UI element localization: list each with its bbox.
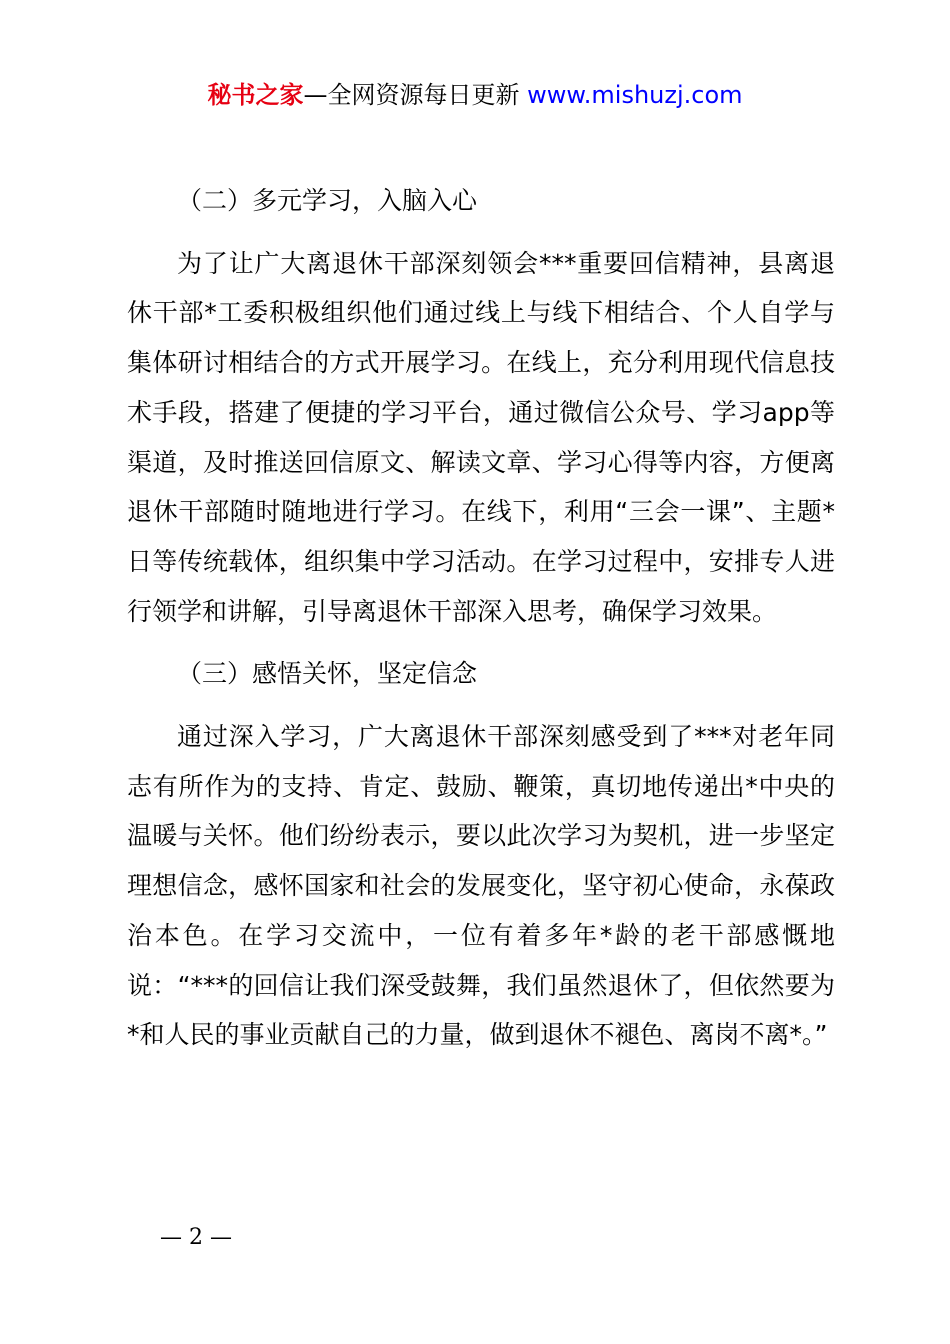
site-brand: 秘书之家 [207, 81, 304, 109]
section-paragraph-3: 通过深入学习，广大离退休干部深刻感受到了***对老年同志有所作为的支持、肯定、鼓励、鞭策，真切地传递出*中央的温暖与关怀。他们纷纷表示，要以此次学习为契机，进一步坚定理想信念，感怀国家和社会的发展变化，坚守初心使命，永葆政治本色。在学习交流中，一位有着多年*龄的老干部感慨地说：“***的回信让我们深受鼓舞，我们虽然退休了，但依然要为*和人民的事业贡献自己的力量，做到退休不褪色、离岗不离*。” [127, 722, 835, 1050]
site-url-link[interactable]: www.mishuzj.com [527, 81, 743, 109]
section-heading-3: （三）感悟关怀，坚定信念 [177, 659, 478, 689]
page-number: — 2 — [160, 1225, 232, 1250]
section-paragraph-2: 为了让广大离退休干部深刻领会***重要回信精神，县离退休干部*工委积极组织他们通过线上与线下相结合、个人自学与集体研讨相结合的方式开展学习。在线上，充分利用现代信息技术手段，搭建了便捷的学习平台，通过微信公众号、学习app等渠道，及时推送回信原文、解读文章、学习心得等内容，方便离退休干部随时随地进行学习。在线下，利用“三会一课”、主题*日等传统载体，组织集中学习活动。在学习过程中，安排专人进行领学和讲解，引导离退休干部深入思考，确保学习效果。 [127, 248, 835, 626]
document-body [127, 176, 835, 1073]
site-header [0, 78, 950, 112]
section-heading-2: （二）多元学习，入脑入心 [177, 186, 478, 215]
site-tagline: —全网资源每日更新 [303, 81, 520, 109]
